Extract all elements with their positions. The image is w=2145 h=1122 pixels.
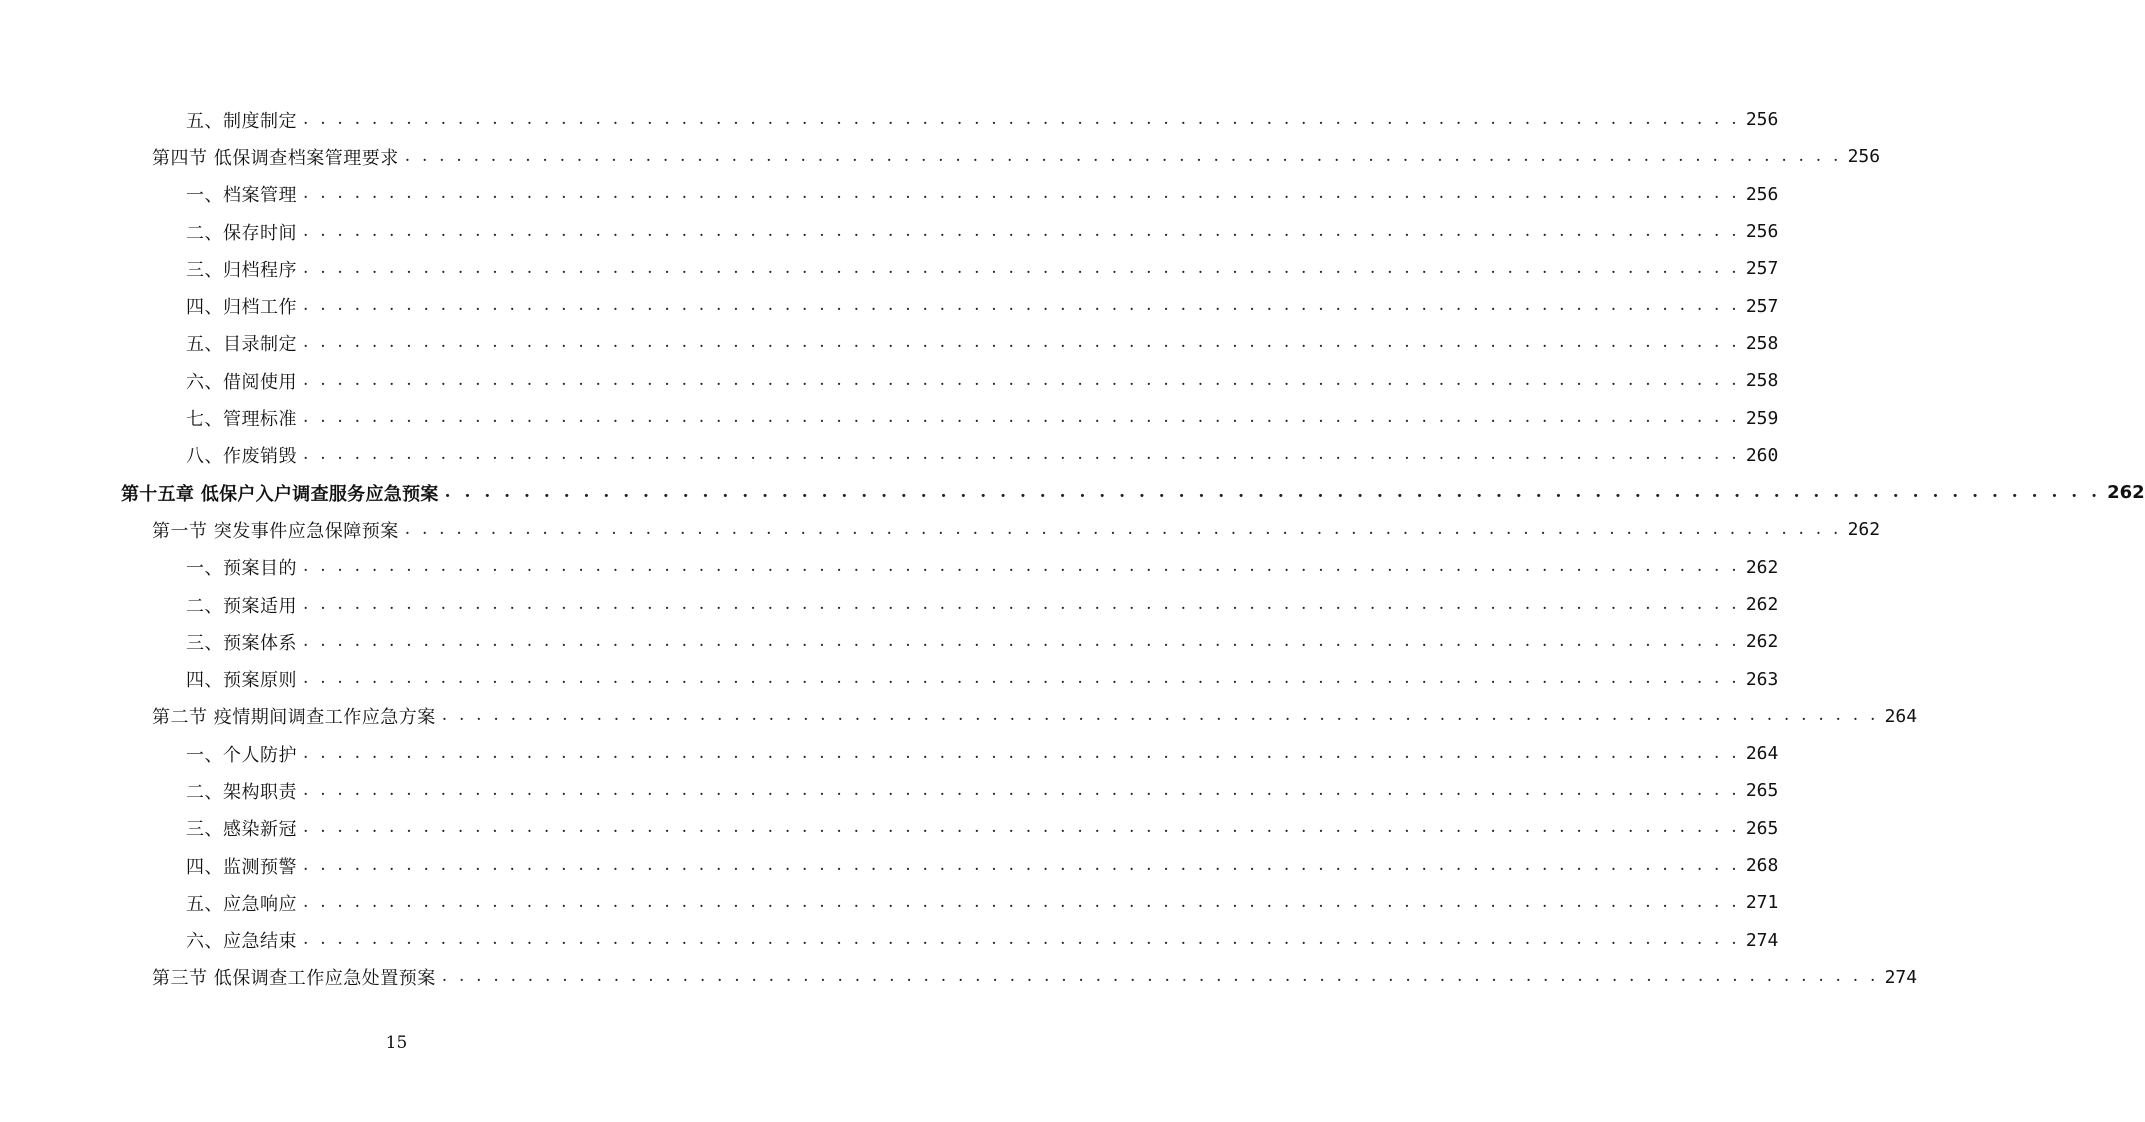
toc-leader-dots: . . . . . . . . . . . . . . . . . . . . . . . . . . . . . . . . . . . . . . . . . . . . . . . . . . . . . . . . . . . . . . . . . . . . . . . . . . . . . . . . . . . . xyxy=(303,929,1740,950)
toc-item-entry[interactable] xyxy=(0,213,1779,250)
toc-entry-title: 一、个人防护 xyxy=(186,744,297,766)
toc-entry-title: 二、预案适用 xyxy=(186,595,297,617)
toc-entry-page: 263 xyxy=(1745,668,1779,690)
toc-leader-dots: . . . . . . . . . . . . . . . . . . . . . . . . . . . . . . . . . . . . . . . . . . . . . . . . . . . . . . . . . . . . . . . . . . . . . . . . . . . . . . . . . . . . xyxy=(303,556,1740,577)
toc-entry-page: 259 xyxy=(1745,407,1779,429)
toc-entry-page: 256 xyxy=(1745,109,1779,131)
toc-item-entry[interactable] xyxy=(0,922,1779,959)
toc-entry-page: 265 xyxy=(1745,817,1779,839)
page-number: 15 xyxy=(385,1033,408,1053)
toc-entry-page: 262 xyxy=(1847,519,1881,541)
toc-leader-dots: . . . . . . . . . . . . . . . . . . . . . . . . . . . . . . . . . . . . . . . . . . . . . . . . . . . . . . . . . . . . . . . . . . . . . . . . . . . . . . . . . . . . xyxy=(303,817,1740,838)
toc-chapter-entry[interactable] xyxy=(0,474,2145,511)
toc-leader-dots: . . . . . . . . . . . . . . . . . . . . . . . . . . . . . . . . . . . . . . . . . . . . . . . . . . . . . . . . . . . . . . . . . . . . . . . . . . . . . . . . . . . . xyxy=(441,966,1879,987)
toc-entry-page: 274 xyxy=(1745,929,1779,951)
toc-entry-page: 258 xyxy=(1745,370,1779,392)
toc-entry-title: 六、应急结束 xyxy=(186,931,297,953)
toc-item-entry[interactable] xyxy=(0,437,1779,474)
toc-entry-title: 六、借阅使用 xyxy=(186,371,297,393)
toc-entry-title: 三、预案体系 xyxy=(186,632,297,654)
toc-item-entry[interactable] xyxy=(0,735,1779,772)
toc-leader-dots: . . . . . . . . . . . . . . . . . . . . . . . . . . . . . . . . . . . . . . . . . . . . . . . . . . . . . . . . . . . . . . . . . . . . . . . . . . . . . . . . . . . . xyxy=(303,444,1740,465)
toc-entry-title: 五、目录制定 xyxy=(186,334,297,356)
toc-entry-page: 264 xyxy=(1745,743,1779,765)
toc-entry-title: 第四节 低保调查档案管理要求 xyxy=(152,147,399,169)
toc-leader-dots: . . . . . . . . . . . . . . . . . . . . . . . . . . . . . . . . . . . . . . . . . . . . . . . . . . . . . . . . . . . . . . . . . . . . . . . . . . . . . . . . . . . . xyxy=(404,145,1842,166)
toc-leader-dots: . . . . . . . . . . . . . . . . . . . . . . . . . . . . . . . . . . . . . . . . . . . . . . . . . . . . . . . . . . . . . . . . . . . . . . . . . . . . . . . . . . . . xyxy=(303,779,1740,800)
toc-leader-dots: . . . . . . . . . . . . . . . . . . . . . . . . . . . . . . . . . . . . . . . . . . . . . . . . . . . . . . . . . . . . . . . . . . . . . . . . . . . . . . . . . . . . xyxy=(303,593,1740,614)
toc-entry-page: 262 xyxy=(1745,594,1779,615)
toc-entry-title: 第十五章 低保户入户调查服务应急预案 xyxy=(121,483,439,505)
toc-section-entry[interactable] xyxy=(0,138,1881,175)
toc-entry-page: 262 xyxy=(1745,556,1779,578)
toc-entry-title: 第一节 突发事件应急保障预案 xyxy=(152,520,399,542)
toc-leader-dots: . . . . . . . . . . . . . . . . . . . . . . . . . . . . . . . . . . . . . . . . . . . . . . . . . . . . . . . . . . . . . . . . . . . . . . . . . . . . . . . . . . . . xyxy=(303,183,1740,204)
toc-item-entry[interactable] xyxy=(0,250,1779,287)
toc-leader-dots: . . . . . . . . . . . . . . . . . . . . . . . . . . . . . . . . . . . . . . . . . . . . . . . . . . . . . . . . . . . . . . . . . . . . . . . . . . . . . . . . . . . . xyxy=(303,742,1740,763)
toc-item-entry[interactable] xyxy=(0,847,1779,884)
toc-entry-page: 256 xyxy=(1745,221,1779,243)
toc-leader-dots: . . . . . . . . . . . . . . . . . . . . . . . . . . . . . . . . . . . . . . . . . . . . . . . . . . . . . . . . . . . . . . . . . . . . . . . . . . . . . . . . . . . . xyxy=(303,407,1740,428)
toc-entry-title: 四、监测预警 xyxy=(186,856,297,878)
table-of-contents xyxy=(0,101,2145,996)
toc-entry-title: 二、保存时间 xyxy=(186,222,297,244)
toc-leader-dots: . . . . . . . . . . . . . . . . . . . . . . . . . . . . . . . . . . . . . . . . . . . . . . . . . . . . . . . . . . . . . . . . . . . . . . . . . . . . . . . . . . . . xyxy=(303,220,1740,241)
toc-entry-title: 二、架构职责 xyxy=(186,781,297,803)
toc-item-entry[interactable] xyxy=(0,884,1779,921)
toc-entry-page: 257 xyxy=(1745,258,1779,280)
toc-entry-title: 四、归档工作 xyxy=(186,297,297,319)
toc-item-entry[interactable] xyxy=(0,287,1779,324)
toc-entry-page: 264 xyxy=(1884,705,1918,727)
toc-entry-page: 256 xyxy=(1847,146,1881,168)
toc-item-entry[interactable] xyxy=(0,362,1779,399)
toc-leader-dots: . . . . . . . . . . . . . . . . . . . . . . . . . . . . . . . . . . . . . . . . . . . . . . . . . . . . . . . . . . . . . . . . . . . . . . . . . . . . . . . . . . . . xyxy=(303,668,1740,689)
toc-entry-page: 268 xyxy=(1745,855,1779,877)
toc-leader-dots: . . . . . . . . . . . . . . . . . . . . . . . . . . . . . . . . . . . . . . . . . . . . . . . . . . . . . . . . . . . . . . . . . . . . . . . . . . . . . . . . . . . . xyxy=(303,257,1740,278)
toc-item-entry[interactable] xyxy=(0,660,1779,697)
toc-entry-title: 七、管理标准 xyxy=(186,409,297,431)
toc-entry-page: 265 xyxy=(1745,780,1779,802)
toc-entry-title: 四、预案原则 xyxy=(186,670,297,692)
toc-entry-page: 256 xyxy=(1745,183,1779,205)
toc-leader-dots: . . . . . . . . . . . . . . . . . . . . . . . . . . . . . . . . . . . . . . . . . . . . . . . . . . . . . . . . . . . . . . . . . . . . . . . . . . . . . . . . . . . . xyxy=(444,481,2102,502)
toc-entry-title: 五、制度制定 xyxy=(186,110,297,132)
toc-leader-dots: . . . . . . . . . . . . . . . . . . . . . . . . . . . . . . . . . . . . . . . . . . . . . . . . . . . . . . . . . . . . . . . . . . . . . . . . . . . . . . . . . . . . xyxy=(303,295,1740,316)
toc-leader-dots: . . . . . . . . . . . . . . . . . . . . . . . . . . . . . . . . . . . . . . . . . . . . . . . . . . . . . . . . . . . . . . . . . . . . . . . . . . . . . . . . . . . . xyxy=(441,705,1879,726)
toc-leader-dots: . . . . . . . . . . . . . . . . . . . . . . . . . . . . . . . . . . . . . . . . . . . . . . . . . . . . . . . . . . . . . . . . . . . . . . . . . . . . . . . . . . . . xyxy=(303,854,1740,875)
toc-entry-page: 274 xyxy=(1884,966,1918,988)
toc-item-entry[interactable] xyxy=(0,586,1779,623)
toc-item-entry[interactable] xyxy=(0,399,1779,436)
toc-entry-page: 271 xyxy=(1745,892,1779,914)
toc-entry-title: 五、应急响应 xyxy=(186,893,297,915)
toc-entry-title: 第三节 低保调查工作应急处置预案 xyxy=(152,968,436,990)
toc-entry-title: 三、感染新冠 xyxy=(186,819,297,841)
toc-item-entry[interactable] xyxy=(0,325,1779,362)
toc-entry-title: 一、预案目的 xyxy=(186,558,297,580)
toc-entry-page: 260 xyxy=(1745,444,1779,466)
toc-entry-page: 262 xyxy=(1745,631,1779,653)
toc-section-entry[interactable] xyxy=(0,511,1881,548)
toc-entry-title: 八、作废销毁 xyxy=(186,446,297,468)
toc-item-entry[interactable] xyxy=(0,549,1779,586)
toc-entry-page: 257 xyxy=(1745,295,1779,317)
toc-entry-title: 三、归档程序 xyxy=(186,259,297,281)
toc-item-entry[interactable] xyxy=(0,176,1779,213)
toc-entry-title: 第二节 疫情期间调查工作应急方案 xyxy=(152,707,436,729)
toc-leader-dots: . . . . . . . . . . . . . . . . . . . . . . . . . . . . . . . . . . . . . . . . . . . . . . . . . . . . . . . . . . . . . . . . . . . . . . . . . . . . . . . . . . . . xyxy=(303,108,1740,129)
toc-section-entry[interactable] xyxy=(0,698,1918,735)
toc-item-entry[interactable] xyxy=(0,772,1779,809)
toc-leader-dots: . . . . . . . . . . . . . . . . . . . . . . . . . . . . . . . . . . . . . . . . . . . . . . . . . . . . . . . . . . . . . . . . . . . . . . . . . . . . . . . . . . . . xyxy=(303,891,1740,912)
toc-leader-dots: . . . . . . . . . . . . . . . . . . . . . . . . . . . . . . . . . . . . . . . . . . . . . . . . . . . . . . . . . . . . . . . . . . . . . . . . . . . . . . . . . . . . xyxy=(303,332,1740,353)
toc-section-entry[interactable] xyxy=(0,959,1918,996)
toc-item-entry[interactable] xyxy=(0,810,1779,847)
toc-leader-dots: . . . . . . . . . . . . . . . . . . . . . . . . . . . . . . . . . . . . . . . . . . . . . . . . . . . . . . . . . . . . . . . . . . . . . . . . . . . . . . . . . . . . xyxy=(303,369,1740,390)
toc-entry-title: 一、档案管理 xyxy=(186,185,297,207)
toc-item-entry[interactable] xyxy=(0,101,1779,138)
toc-entry-page: 262 xyxy=(2107,482,2145,504)
toc-leader-dots: . . . . . . . . . . . . . . . . . . . . . . . . . . . . . . . . . . . . . . . . . . . . . . . . . . . . . . . . . . . . . . . . . . . . . . . . . . . . . . . . . . . . xyxy=(404,518,1842,539)
toc-leader-dots: . . . . . . . . . . . . . . . . . . . . . . . . . . . . . . . . . . . . . . . . . . . . . . . . . . . . . . . . . . . . . . . . . . . . . . . . . . . . . . . . . . . . xyxy=(303,630,1740,651)
toc-entry-page: 258 xyxy=(1745,332,1779,354)
toc-item-entry[interactable] xyxy=(0,623,1779,660)
